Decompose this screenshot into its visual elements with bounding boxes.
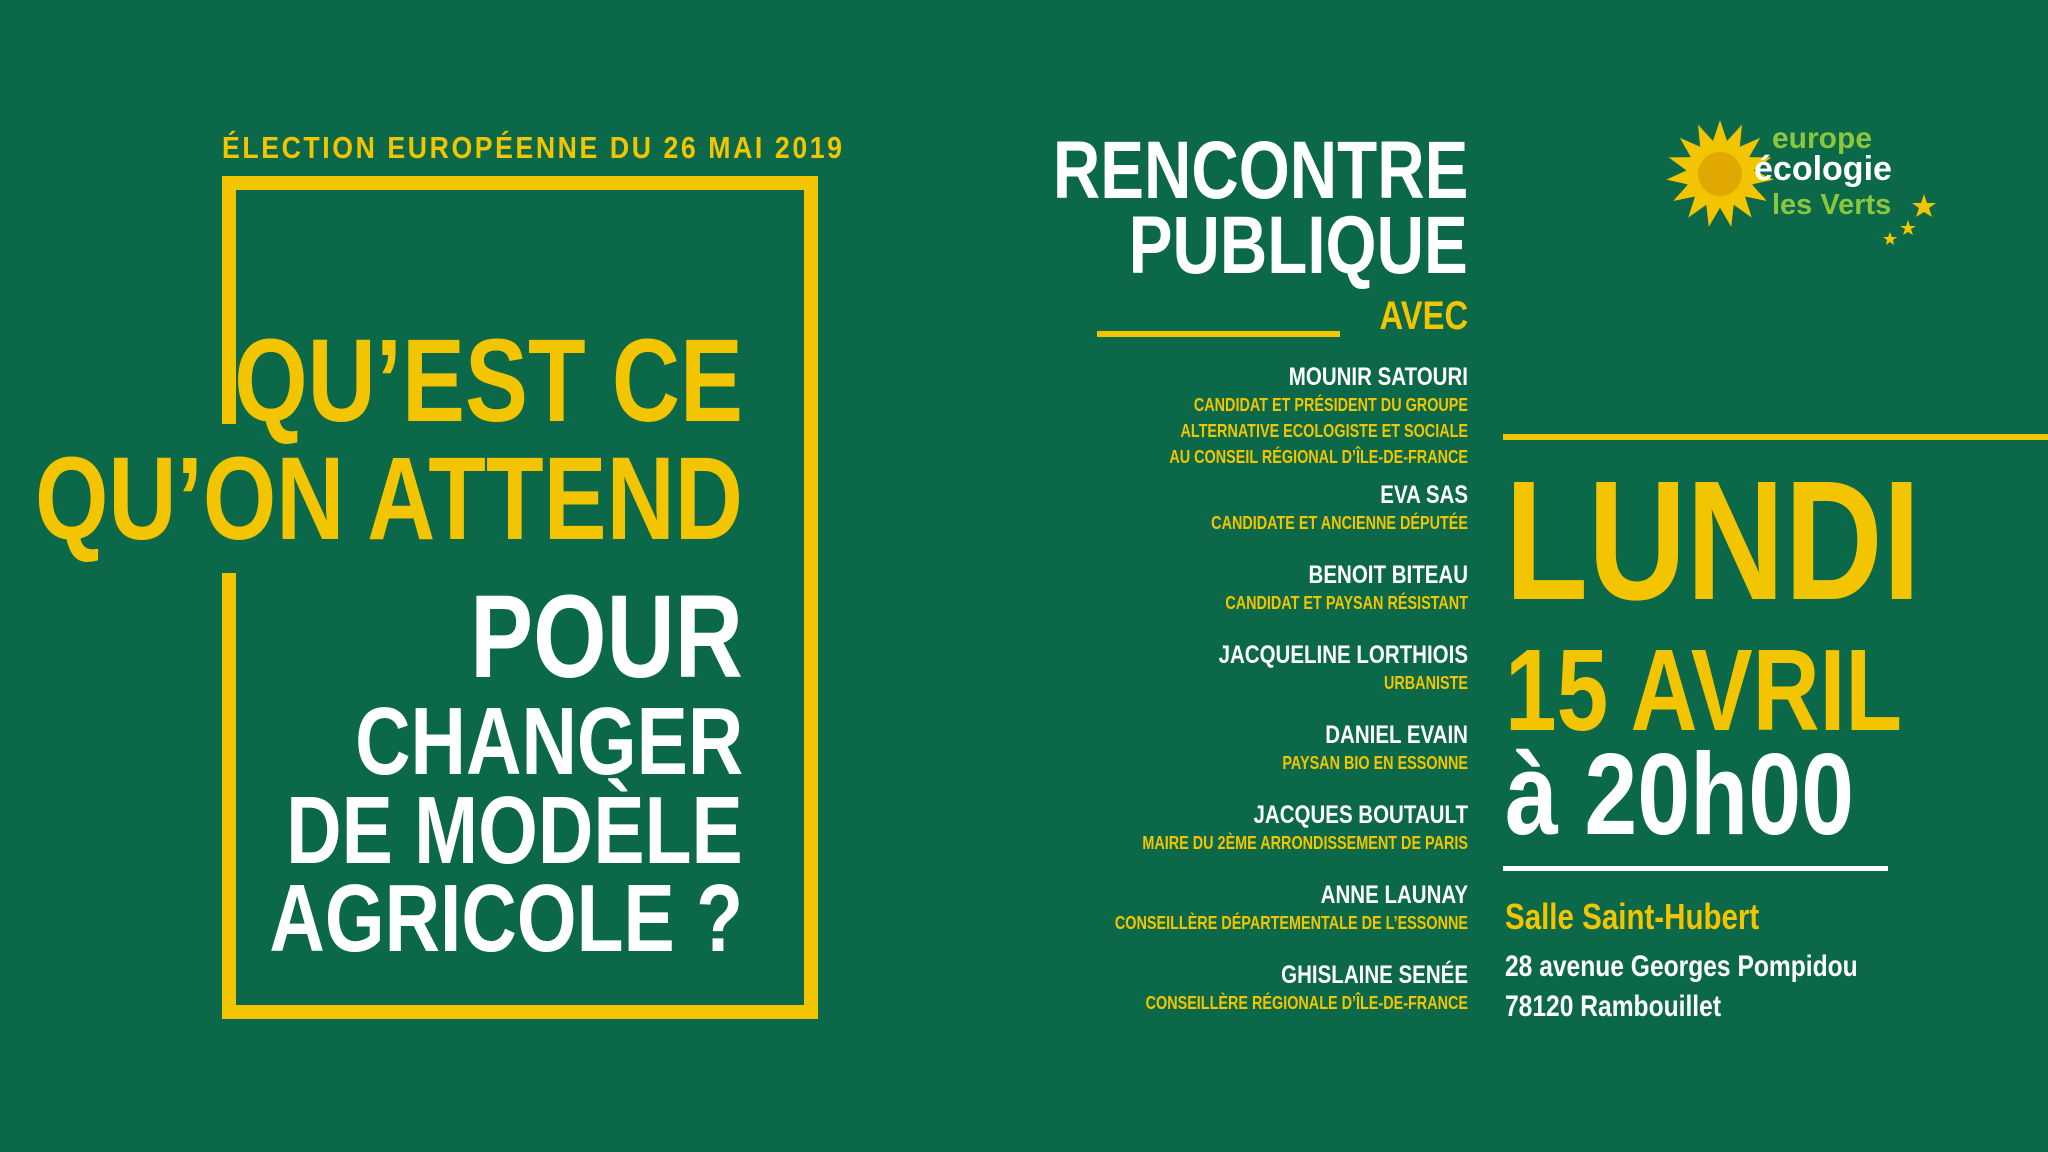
date-divider-top <box>1503 434 2048 440</box>
logo-text-ecologie: écologie <box>1754 150 1892 188</box>
question-line-5: DE MODÈLE <box>286 777 743 884</box>
speaker-role: ALTERNATIVE ECOLOGISTE ET SOCIALE <box>1180 421 1468 441</box>
event-time: à 20h00 <box>1505 729 1855 859</box>
frame-left-lower <box>222 573 236 1019</box>
speaker-role: MAIRE DU 2ÈME ARRONDISSEMENT DE PARIS <box>1142 833 1468 853</box>
venue-street: 28 avenue Georges Pompidou <box>1505 950 1858 983</box>
event-title-line-1: RENCONTRE <box>1052 125 1468 216</box>
election-heading: ÉLECTION EUROPÉENNE DU 26 MAI 2019 <box>222 130 845 165</box>
frame-top <box>222 176 818 190</box>
logo-text-europe: europe <box>1772 122 1873 155</box>
speaker-name: MOUNIR SATOURI <box>1288 363 1468 391</box>
speaker-role: PAYSAN BIO EN ESSONNE <box>1282 753 1468 773</box>
speaker <box>948 880 1468 936</box>
speaker <box>948 640 1468 696</box>
speaker <box>948 800 1468 856</box>
speaker-list <box>948 362 1468 1016</box>
question-line-1: QU’EST CE <box>234 315 743 447</box>
speaker-name: EVA SAS <box>1380 481 1468 509</box>
speaker <box>948 362 1468 470</box>
speaker-role: AU CONSEIL RÉGIONAL D’ÎLE-DE-FRANCE <box>1169 447 1468 467</box>
venue-name: Salle Saint-Hubert <box>1505 896 1760 937</box>
frame-right <box>804 176 818 1019</box>
eelv-logo <box>1662 108 1942 258</box>
date-divider-bottom <box>1503 866 1888 871</box>
event-day: 15 AVRIL <box>1505 625 1903 755</box>
speaker-name: JACQUELINE LORTHIOIS <box>1218 641 1468 669</box>
question-line-4: CHANGER <box>354 688 743 795</box>
speaker-role: CANDIDATE ET ANCIENNE DÉPUTÉE <box>1211 513 1468 533</box>
speaker <box>948 960 1468 1016</box>
question-line-3: POUR <box>470 571 743 703</box>
speaker-name: DANIEL EVAIN <box>1325 721 1468 749</box>
question-line-2: QU’ON ATTEND <box>35 433 743 565</box>
speaker <box>948 560 1468 616</box>
speaker-role: CANDIDAT ET PAYSAN RÉSISTANT <box>1225 593 1468 613</box>
avec-label: AVEC <box>1379 294 1468 338</box>
speaker <box>948 480 1468 536</box>
speaker-name: BENOIT BITEAU <box>1308 561 1468 589</box>
event-title-line-2: PUBLIQUE <box>1129 200 1468 291</box>
speaker-role: CONSEILLÈRE RÉGIONALE D’ÎLE-DE-FRANCE <box>1145 993 1468 1013</box>
avec-divider <box>1097 331 1340 337</box>
speaker-name: GHISLAINE SENÉE <box>1281 961 1468 989</box>
logo-text-les-verts: les Verts <box>1772 189 1892 221</box>
question-line-6: AGRICOLE ? <box>269 865 743 972</box>
frame-bottom <box>222 1005 818 1019</box>
speaker-role: CONSEILLÈRE DÉPARTEMENTALE DE L’ESSONNE <box>1114 913 1468 933</box>
speaker-role: URBANISTE <box>1383 673 1468 693</box>
speaker <box>948 720 1468 776</box>
speaker-name: ANNE LAUNAY <box>1320 881 1468 909</box>
speaker-role: CANDIDAT ET PRÉSIDENT DU GROUPE <box>1193 395 1468 415</box>
event-weekday: LUNDI <box>1505 446 1921 636</box>
venue-city: 78120 Rambouillet <box>1505 990 1722 1023</box>
speaker-name: JACQUES BOUTAULT <box>1253 801 1468 829</box>
